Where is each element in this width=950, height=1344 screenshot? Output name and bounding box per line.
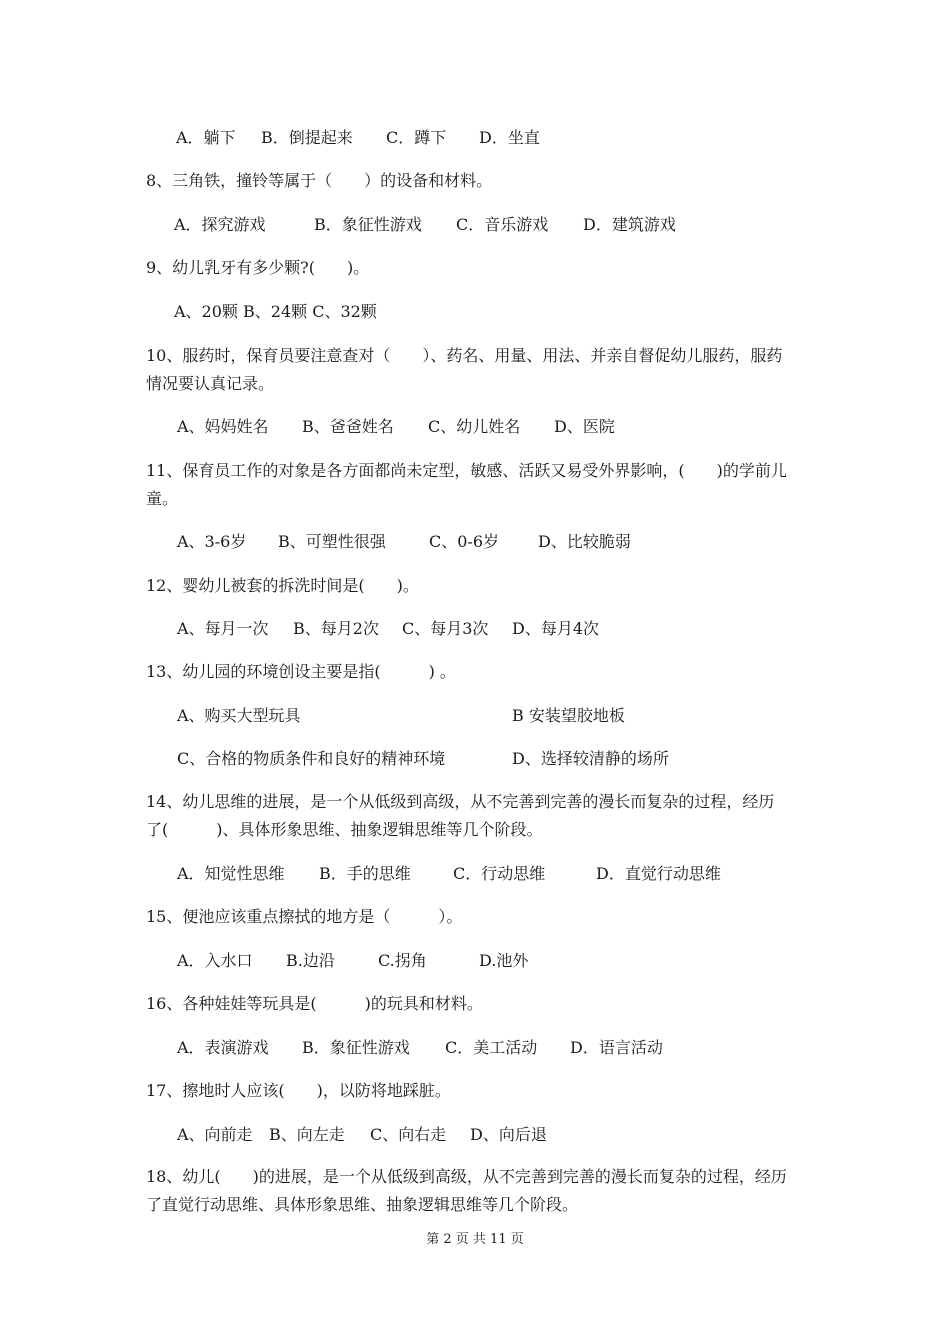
option-b: B 安装望胶地板 xyxy=(512,706,625,725)
option-a: A、妈妈姓名 xyxy=(177,417,269,436)
option-b: B．象征性游戏 xyxy=(314,215,422,234)
question-18-stem-line1: 18、幼儿( )的进展，是一个从低级到高级，从不完善到完善的漫长而复杂的过程，经历 xyxy=(146,1167,787,1186)
option-d: D、向后退 xyxy=(470,1125,547,1144)
option-b: B．手的思维 xyxy=(319,864,411,883)
option-b: B、每月2次 xyxy=(293,619,379,638)
question-8-stem: 8、三角铁，撞铃等属于（ ）的设备和材料。 xyxy=(146,171,493,190)
option-d: D．坐直 xyxy=(479,128,540,147)
question-14-stem-line1: 14、幼儿思维的进展，是一个从低级到高级，从不完善到完善的漫长而复杂的过程，经历 xyxy=(146,792,775,811)
question-9-options: A、20颗 B、24颗 C、32颗 xyxy=(174,302,377,321)
option-b: B、向左走 xyxy=(269,1125,345,1144)
option-c: C、每月3次 xyxy=(402,619,489,638)
question-14-stem-line2: 了( )、具体形象思维、抽象逻辑思维等几个阶段。 xyxy=(146,820,543,839)
option-c: C、向右走 xyxy=(370,1125,447,1144)
question-18-stem-line2: 了直觉行动思维、具体形象思维、抽象逻辑思维等几个阶段。 xyxy=(146,1195,579,1214)
question-11-stem-line2: 童。 xyxy=(146,489,179,508)
option-d: D.池外 xyxy=(479,951,529,970)
option-c: C．行动思维 xyxy=(453,864,546,883)
question-10-stem-line2: 情况要认真记录。 xyxy=(146,374,275,393)
question-15-stem: 15、便池应该重点擦拭的地方是（ ）。 xyxy=(146,907,463,926)
option-d: D．语言活动 xyxy=(570,1038,663,1057)
question-11-stem-line1: 11、保育员工作的对象是各方面都尚未定型，敏感、活跃又易受外界影响，( )的学前儿 xyxy=(146,461,787,480)
question-17-stem: 17、擦地时人应该( )，以防将地踩脏。 xyxy=(146,1081,451,1100)
option-c: C、合格的物质条件和良好的精神环境 xyxy=(177,749,446,768)
option-a: A、3-6岁 xyxy=(177,532,247,551)
option-b: B．倒提起来 xyxy=(261,128,353,147)
question-13-stem: 13、幼儿园的环境创设主要是指( ) 。 xyxy=(146,662,456,681)
option-c: C、0-6岁 xyxy=(429,532,500,551)
option-a: A．探究游戏 xyxy=(174,215,266,234)
option-d: D、比较脆弱 xyxy=(538,532,631,551)
option-d: D、每月4次 xyxy=(512,619,600,638)
option-b: B．象征性游戏 xyxy=(302,1038,410,1057)
option-a: A、购买大型玩具 xyxy=(177,706,301,725)
option-c: C.拐角 xyxy=(378,951,427,970)
option-b: B、可塑性很强 xyxy=(278,532,386,551)
option-a: A．知觉性思维 xyxy=(177,864,285,883)
option-a: A．表演游戏 xyxy=(177,1038,269,1057)
option-d: D．直觉行动思维 xyxy=(596,864,721,883)
option-a: A．入水口 xyxy=(177,951,253,970)
option-a: A、每月一次 xyxy=(177,619,269,638)
option-b: B、爸爸姓名 xyxy=(302,417,394,436)
option-a: A．躺下 xyxy=(176,128,236,147)
question-10-stem-line1: 10、服药时，保育员要注意查对（ ）、药名、用量、用法、并亲自督促幼儿服药，服药 xyxy=(146,346,783,365)
option-d: D、医院 xyxy=(554,417,615,436)
option-b: B.边沿 xyxy=(286,951,335,970)
option-c: C．蹲下 xyxy=(386,128,447,147)
option-d: D、选择较清静的场所 xyxy=(512,749,669,768)
option-c: C．音乐游戏 xyxy=(456,215,549,234)
option-c: C．美工活动 xyxy=(445,1038,538,1057)
option-c: C、幼儿姓名 xyxy=(428,417,521,436)
page-number: 第 2 页 共 11 页 xyxy=(426,1232,524,1247)
option-d: D．建筑游戏 xyxy=(583,215,676,234)
option-a: A、向前走 xyxy=(177,1125,253,1144)
question-16-stem: 16、各种娃娃等玩具是( )的玩具和材料。 xyxy=(146,994,483,1013)
question-12-stem: 12、婴幼儿被套的拆洗时间是( )。 xyxy=(146,576,419,595)
question-9-stem: 9、幼儿乳牙有多少颗?( )。 xyxy=(146,258,370,277)
